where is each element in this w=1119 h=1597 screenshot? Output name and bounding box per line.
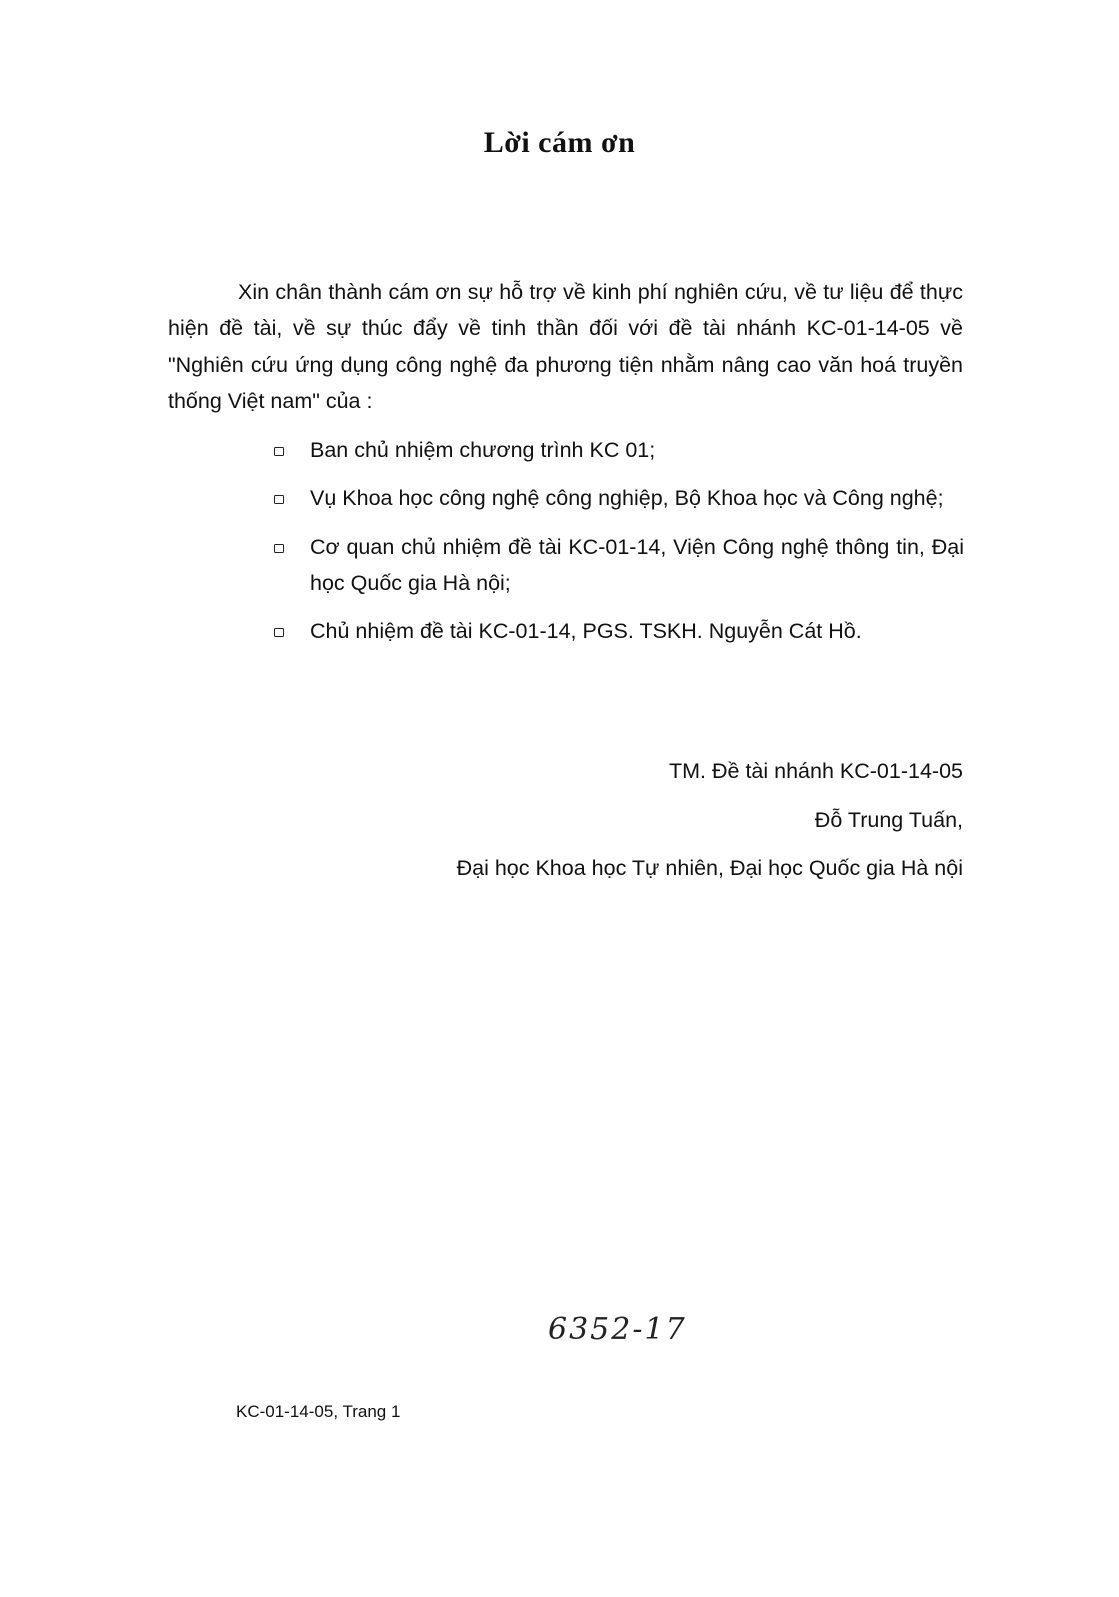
acknowledgement-paragraph: Xin chân thành cám ơn sự hỗ trợ về kinh phí nghiên cứu, về tư liệu để thực hiện đề tài, về sự thúc đẩy về tinh thần đối với đề tài nhánh KC-01-14-05 về "Nghiên cứu ứng dụng công nghệ đa phương tiện nhằm nâng cao văn hoá truyền thống Việt nam" của :: [168, 280, 963, 413]
page-footer: KC-01-14-05, Trang 1: [236, 1402, 401, 1421]
list-item-text: Ban chủ nhiệm chương trình KC 01;: [310, 438, 656, 462]
list-item: [270, 529, 964, 602]
signature-affiliation: Đại học Khoa học Tự nhiên, Đại học Quốc gia Hà nội: [456, 856, 963, 880]
handwritten-note: 6352-17: [548, 1312, 687, 1347]
list-item-text: Vụ Khoa học công nghệ công nghiệp, Bộ Khoa học và Công nghệ;: [310, 486, 944, 511]
list-item-text: Chủ nhiệm đề tài KC-01-14, PGS. TSKH. Nguyễn Cát Hồ.: [310, 619, 862, 644]
list-item-text: Cơ quan chủ nhiệm đề tài KC-01-14, Viện Công nghệ thông tin, Đại học Quốc gia Hà nội;: [310, 534, 964, 595]
square-bullet-icon: [274, 447, 284, 456]
signature-on-behalf: TM. Đề tài nhánh KC-01-14-05: [669, 759, 963, 783]
list-item: [270, 432, 964, 468]
signature-name: Đỗ Trung Tuấn,: [814, 808, 963, 832]
acknowledgement-list: [270, 432, 964, 661]
square-bullet-icon: [274, 628, 284, 637]
square-bullet-icon: [274, 544, 284, 553]
square-bullet-icon: [274, 495, 284, 504]
list-item: [270, 480, 964, 516]
page-title: Lời cám ơn: [483, 126, 636, 159]
list-item: [270, 613, 964, 649]
